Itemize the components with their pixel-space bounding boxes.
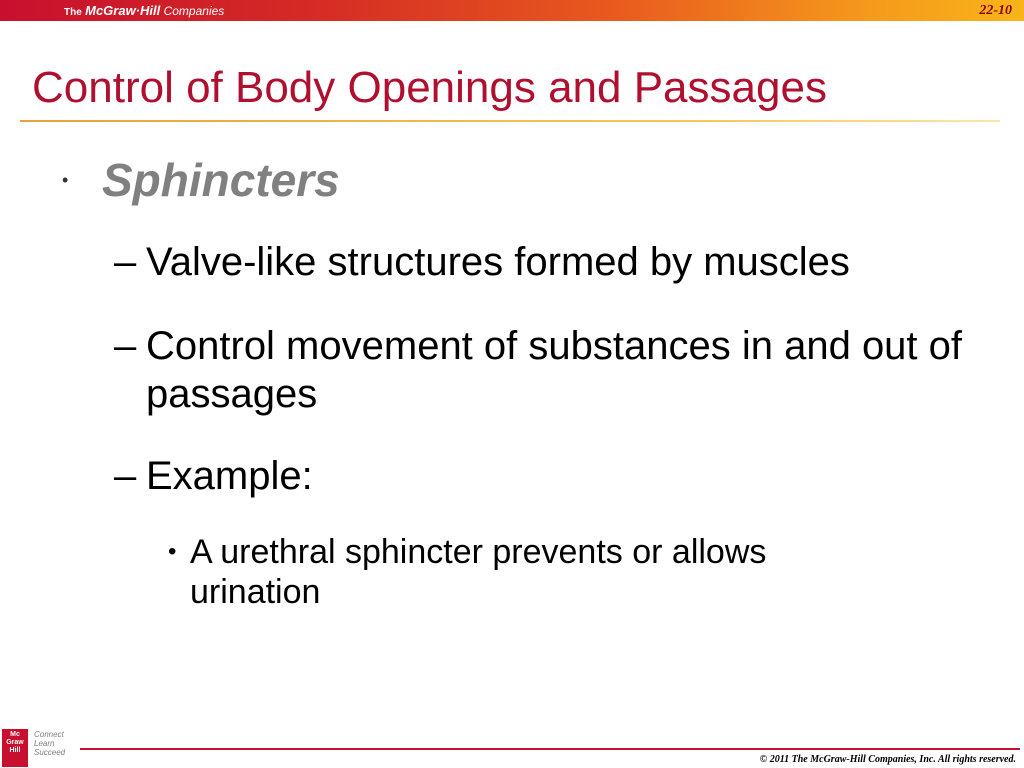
bullet-heading: Sphincters: [102, 154, 340, 206]
brand-companies: Companies: [163, 4, 225, 18]
brand-the: The: [64, 7, 82, 18]
dash-icon: –: [114, 454, 137, 498]
mcgraw-hill-logo: Mc Graw Hill: [2, 729, 28, 767]
publisher-logo: [64, 3, 224, 18]
tagline-connect: Connect: [34, 730, 64, 739]
bullet-icon: •: [62, 170, 69, 190]
tagline: [34, 730, 65, 757]
sub-bullet-example: [114, 452, 964, 500]
sub-sub-bullet-urethral: [168, 532, 888, 612]
tagline-succeed: Succeed: [34, 748, 66, 757]
brand-name: McGraw·Hill: [85, 3, 161, 18]
sub-bullet-control-movement: [114, 322, 964, 418]
footer-divider: [80, 748, 1020, 750]
slide-title: Control of Body Openings and Passages: [32, 63, 827, 112]
tagline-learn: Learn: [34, 739, 55, 748]
sub-bullet-text: Control movement of substances in and out of passages: [146, 324, 963, 416]
header-bar: [0, 0, 1024, 21]
sub-bullet-text: Example:: [146, 454, 313, 498]
slide-number: 22-10: [979, 3, 1012, 18]
sub-sub-bullet-text: A urethral sphincter prevents or allows urination: [190, 533, 767, 611]
bullet-icon: •: [168, 538, 177, 565]
title-divider: [20, 120, 1000, 122]
copyright-notice: © 2011 The McGraw-Hill Companies, Inc. All rights reserved.: [759, 754, 1016, 765]
sub-bullet-text: Valve-like structures formed by muscles: [146, 240, 850, 284]
dash-icon: –: [114, 240, 137, 284]
sub-bullet-valve-like: [114, 238, 964, 286]
dash-icon: –: [114, 324, 137, 368]
